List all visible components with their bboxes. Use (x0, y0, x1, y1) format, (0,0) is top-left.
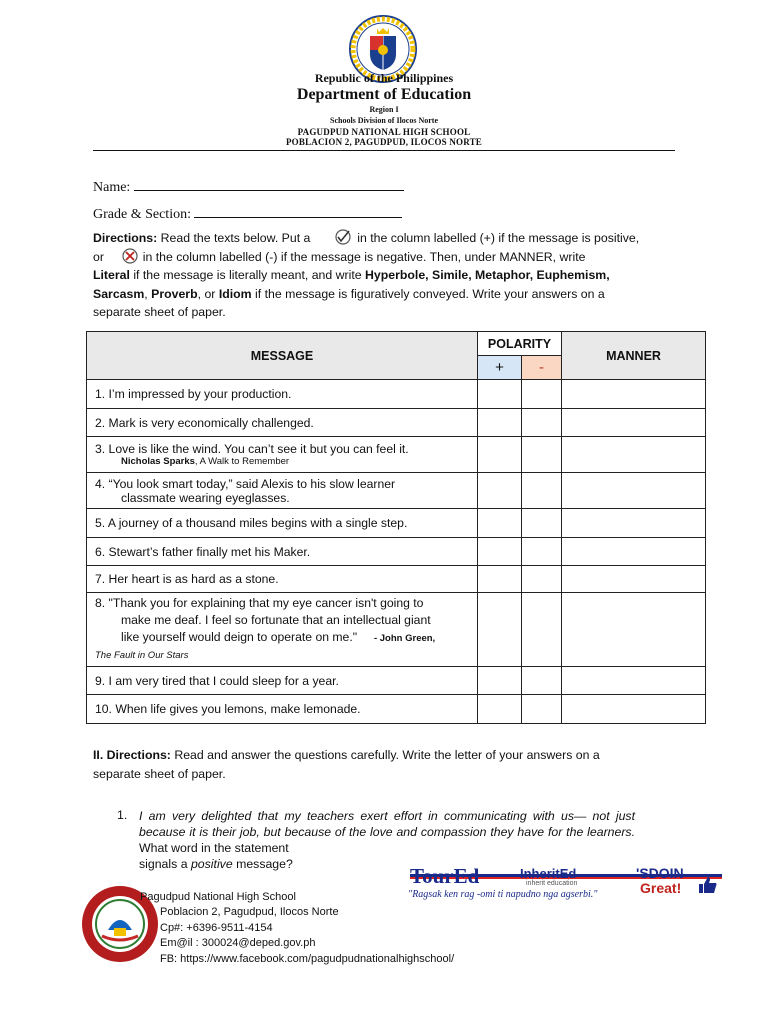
inherited-subtitle: inherit education (526, 880, 578, 887)
division-heading: Schools Division of Ilocos Norte (330, 116, 438, 125)
directions2-paragraph (93, 746, 653, 783)
message-text: 8. "Thank you for explaining that my eye cancer isn't going to (95, 596, 424, 610)
table-row (87, 437, 706, 473)
minus-cell[interactable] (522, 473, 562, 509)
directions-label: Directions: (93, 231, 158, 245)
directions2-label: II. Directions: (93, 748, 171, 762)
name-field (93, 177, 404, 196)
question-number: 1. (117, 808, 128, 822)
thumbs-up-icon (698, 876, 718, 894)
message-cell (87, 473, 478, 509)
grade-blank[interactable] (194, 204, 402, 218)
manner-cell[interactable] (562, 380, 706, 409)
school-heading: PAGUDPUD NATIONAL HIGH SCHOOL (297, 127, 471, 137)
message-cell: 1. I’m impressed by your production. (87, 380, 478, 409)
directions-text: or (204, 286, 216, 301)
minus-cell[interactable] (522, 409, 562, 437)
name-blank[interactable] (134, 177, 404, 191)
manner-cell[interactable] (562, 509, 706, 538)
message-text: 4. “You look smart today,” said Alexis to his slow learner (95, 476, 396, 491)
grade-label: Grade & Section: (93, 207, 191, 222)
figurative-terms: Hyperbole, Simile, Metaphor, Euphemism, (365, 268, 610, 283)
region-heading: Region I (369, 105, 399, 114)
minus-cell[interactable] (522, 667, 562, 695)
footer-contact (140, 890, 454, 967)
minus-cell[interactable] (522, 593, 562, 667)
question-line-last (139, 857, 293, 871)
question-word: signals a (139, 857, 188, 871)
question-line: because it is their job, but because of the love and compassion they have for the (139, 825, 584, 840)
book-title: The Fault in Our Stars (95, 650, 189, 661)
message-continuation: make me deaf. I feel so fortunate that an intellectual giant (121, 613, 431, 627)
message-cell: 10. When life gives you lemons, make lemonade. (87, 695, 478, 724)
directions-paragraph: Directions: Read the texts below. Put a in the column labelled (+) if the message is positive, or in the column labelled (-) if the message is negative. Then, under MANNER, write Literal if the message is literally meant, and write Hyperbole, Simile, Metaphor, Euphemism, Sarcasm, Proverb, or Idiom if the message is figuratively conveyed. Write your answers on a separate sheet of paper. (93, 231, 640, 320)
question-line: What word in the statement (139, 841, 289, 856)
header-manner: MANNER (562, 332, 706, 380)
plus-cell[interactable] (478, 538, 522, 566)
question-word: positive (190, 857, 233, 871)
footer-address: Poblacion 2, Pagudpud, Ilocos Norte (160, 906, 339, 919)
question-text (139, 808, 635, 857)
table-row (87, 409, 706, 437)
directions-text: separate sheet of paper. (93, 305, 226, 320)
table-row (87, 695, 706, 724)
message-cell: 5. A journey of a thousand miles begins with a single step. (87, 509, 478, 538)
brand-tagline: "Ragsak ken rag -omi ti napudno nga agserbi." (408, 889, 598, 900)
proverb-term: Proverb (151, 286, 198, 301)
republic-heading: Republic of the Philippines (314, 71, 454, 85)
department-heading: Department of Education (296, 86, 472, 103)
grade-field (93, 204, 402, 223)
message-cell: 6. Stewart’s father finally met his Maker. (87, 538, 478, 566)
directions-text: if the message is figuratively conveyed. Write your answers on a (255, 286, 605, 301)
message-cell (87, 593, 478, 667)
manner-cell[interactable] (562, 538, 706, 566)
address-heading: POBLACION 2, PAGUDPUD, ILOCOS NORTE (285, 137, 483, 147)
manner-cell[interactable] (562, 667, 706, 695)
toured-logo: TourEd (410, 864, 480, 888)
table-row (87, 538, 706, 566)
manner-cell[interactable] (562, 473, 706, 509)
question-line: I am very delighted that my teachers exert effort in communicating with us— not just (139, 809, 635, 823)
footer-school: Pagudpud National High School (140, 891, 296, 903)
table-row (87, 667, 706, 695)
message-cell: 2. Mark is very economically challenged. (87, 409, 478, 437)
minus-cell[interactable] (522, 695, 562, 724)
plus-cell[interactable] (478, 380, 522, 409)
name-label: Name: (93, 180, 131, 195)
minus-cell[interactable] (522, 509, 562, 538)
footer-email[interactable]: Em@il : 300024@deped.gov.ph (160, 937, 316, 950)
plus-cell[interactable] (478, 437, 522, 473)
sarcasm-term: Sarcasm (93, 286, 145, 301)
question-word: message? (236, 857, 293, 871)
plus-cell[interactable] (478, 509, 522, 538)
great-logo: Great! (640, 880, 682, 896)
directions-text: in the column labelled (-) if the message is negative. Then, under MANNER, write (142, 249, 586, 264)
quote-author: - John Green, (373, 633, 436, 644)
plus-cell[interactable] (478, 667, 522, 695)
header-plus: + (478, 356, 522, 380)
message-table (86, 331, 706, 724)
manner-cell[interactable] (562, 437, 706, 473)
message-text: 3. Love is like the wind. You can’t see it but you can feel it. (95, 442, 409, 456)
minus-cell[interactable] (522, 566, 562, 593)
footer-facebook-link[interactable]: FB: https://www.facebook.com/pagudpudnationalhighschool/ (160, 952, 455, 965)
question-line: learners. (587, 825, 635, 840)
plus-cell[interactable] (478, 473, 522, 509)
header-minus: - (522, 356, 562, 380)
message-cell (87, 437, 478, 473)
literal-term: Literal (93, 268, 130, 283)
plus-cell[interactable] (478, 695, 522, 724)
source-author: Nicholas Sparks (121, 456, 195, 467)
directions-text: Read the texts below. Put a (160, 231, 311, 245)
check-icon (332, 229, 354, 245)
manner-cell[interactable] (562, 409, 706, 437)
directions-text: if the message is literally meant, and write (133, 268, 362, 283)
directions2-text2: separate sheet of paper. (93, 766, 226, 781)
idiom-term: Idiom (218, 286, 252, 301)
manner-cell[interactable] (562, 695, 706, 724)
plus-cell[interactable] (478, 593, 522, 667)
directions-text: in the column labelled (+) if the message is positive, (357, 231, 640, 245)
table-row (87, 473, 706, 509)
manner-cell[interactable] (562, 593, 706, 667)
header-divider (93, 150, 675, 151)
directions-text: or (93, 249, 104, 264)
minus-cell[interactable] (522, 380, 562, 409)
plus-cell[interactable] (478, 409, 522, 437)
table-row (87, 566, 706, 593)
directions2-text: Read and answer the questions carefully. Write the letter of your answers on a (174, 748, 600, 762)
inherited-logo: InheritEd (520, 866, 577, 881)
quote-end: like yourself would deign to operate on me." (121, 630, 358, 644)
plus-cell[interactable] (478, 566, 522, 593)
source-title: , A Walk to Remember (194, 456, 290, 467)
minus-cell[interactable] (522, 538, 562, 566)
footer-phone: Cp#: +6396-9511-4154 (160, 921, 273, 934)
table-row (87, 380, 706, 409)
message-cell: 9. I am very tired that I could sleep for a year. (87, 667, 478, 695)
manner-cell[interactable] (562, 566, 706, 593)
message-continuation (95, 629, 469, 647)
header-message: MESSAGE (87, 332, 478, 380)
table-row (87, 509, 706, 538)
message-continuation: classmate wearing eyeglasses. (121, 490, 290, 505)
message-cell: 7. Her heart is as hard as a stone. (87, 566, 478, 593)
sdo-logo: 'SDOIN (636, 865, 684, 881)
cross-icon (121, 248, 139, 264)
table-row (87, 593, 706, 667)
header-polarity: POLARITY (478, 332, 562, 356)
minus-cell[interactable] (522, 437, 562, 473)
